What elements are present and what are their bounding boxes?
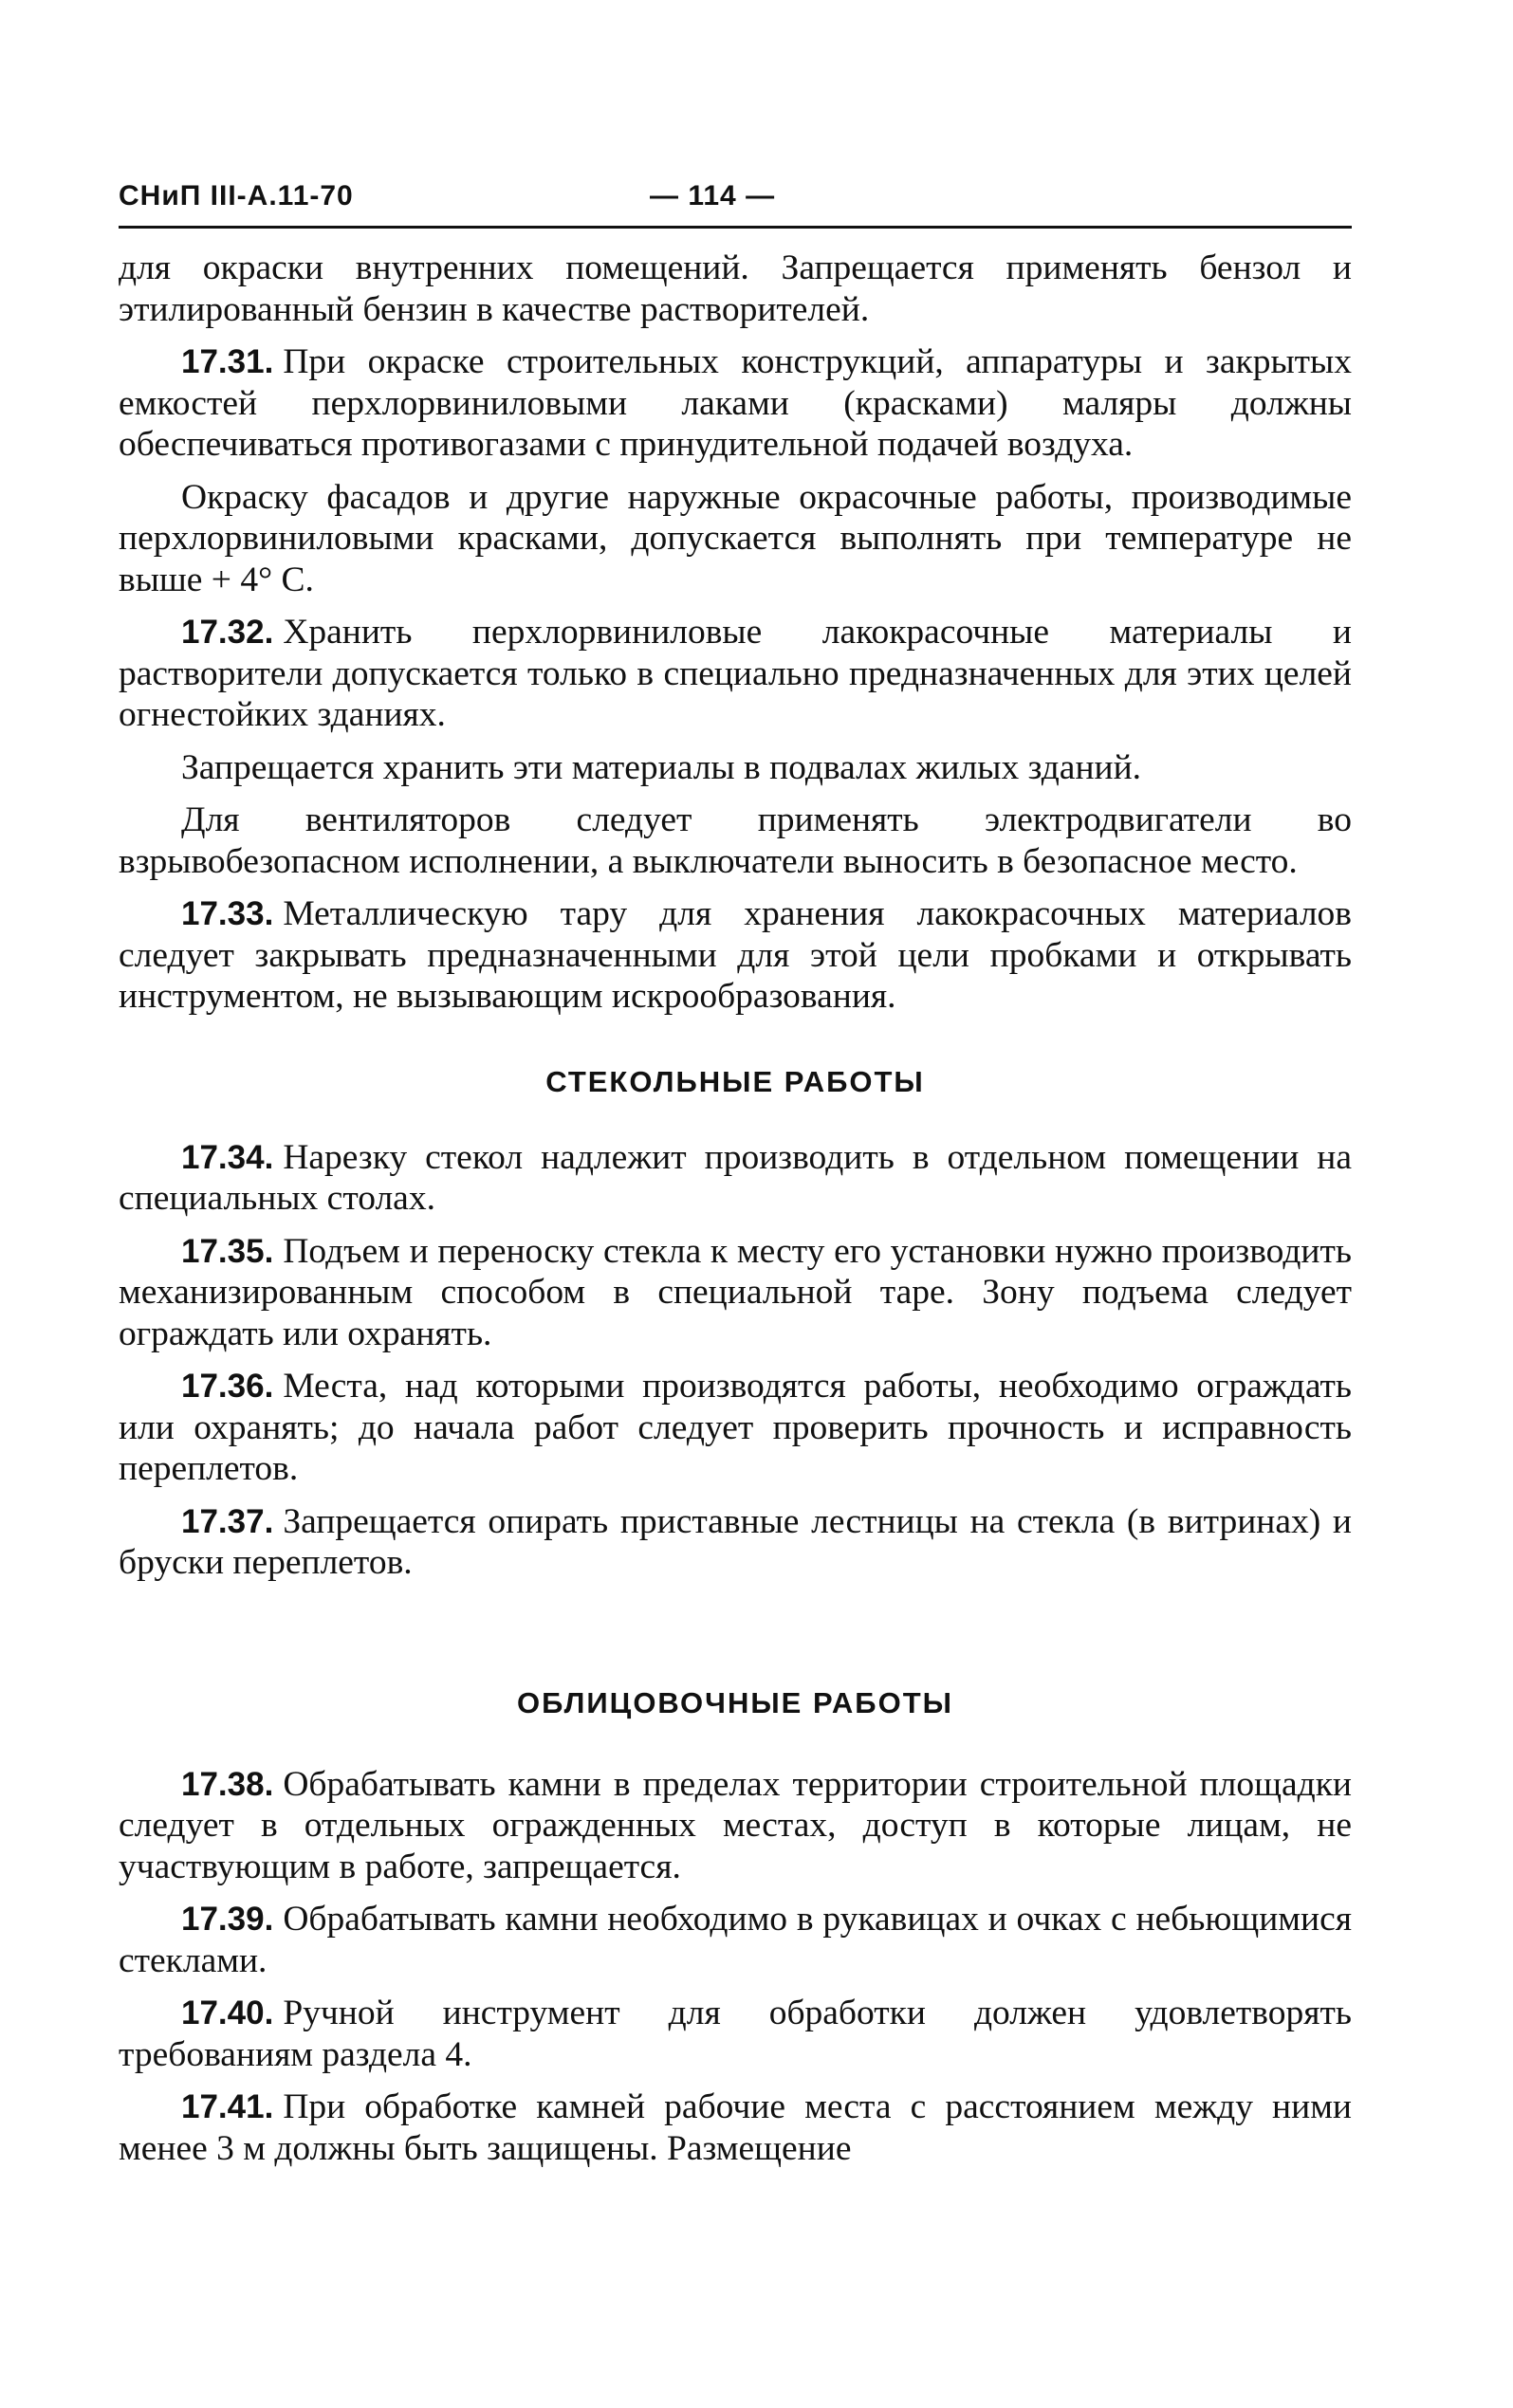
clause-17-32 [119,612,1352,736]
clause-17-37 [119,1501,1352,1584]
clause-17-39 [119,1899,1352,1981]
clause-text: Запрещается опирать приставные лестницы на стекла (в витринах) и бруски переплетов. [119,1501,1352,1582]
clause-number: 17.40. [181,1994,274,2031]
clause-text: Хранить перхлорвиниловые лакокрасочные материалы и растворители допускается только в специально предназначенных для этих целей огнестойких зданиях. [119,613,1352,734]
clause-number: 17.41. [181,2088,274,2125]
section-title: СТЕКОЛЬНЫЕ РАБОТЫ [545,1064,925,1098]
page-header [119,180,1352,229]
clause-17-33 [119,893,1352,1018]
clause-text: При обработке камней рабочие места с расстоянием между ними менее 3 м должны быть защищены. Размещение [119,2087,1352,2168]
clause-17-38 [119,1764,1352,1888]
clause-text: Подъем и переноску стекла к месту его установки нужно производить механизированным способом в специальной таре. Зону подъема следует ограждать или охранять. [119,1231,1352,1353]
clause-number: 17.34. [181,1138,274,1176]
clause-number: 17.38. [181,1765,274,1803]
clause-17-41 [119,2086,1352,2169]
paragraph: для окраски внутренних помещений. Запрещается применять бензол и этилированный бензин в качестве растворителей. [119,248,1352,329]
clause-number: 17.39. [181,1901,274,1938]
paragraph: Окраску фасадов и другие наружные окрасочные работы, производимые перхлорвиниловыми красками, допускается выполнять при температуре не выше + 4° С. [119,477,1352,599]
clause-17-34 [119,1137,1352,1220]
paragraph: Запрещается хранить эти материалы в подвалах жилых зданий. [181,747,1142,787]
section-title: ОБЛИЦОВОЧНЫЕ РАБОТЫ [517,1685,953,1719]
clause-number: 17.35. [181,1232,274,1270]
clause-number: 17.36. [181,1368,274,1405]
body-text [119,248,1352,2169]
document-code: СНиП III-А.11-70 [119,180,354,211]
clause-text: Обрабатывать камни в пределах территории строительной площадки следует в отдельных огражденных местах, доступ в которые лицам, не участвующим в работе, запрещается. [119,1764,1352,1886]
clause-text: Металлическую тару для хранения лакокрасочных материалов следует закрывать предназначенными для этой цели пробками и открывать инструментом, не вызывающим искрообразования. [119,894,1352,1016]
clause-text: При окраске строительных конструкций, аппаратуры и закрытых емкостей перхлорвиниловыми лаками (красками) маляры должны обеспечиваться противогазами с принудительной подачей воздуха. [119,342,1352,464]
clause-17-40 [119,1993,1352,2075]
clause-text: Места, над которыми производятся работы, необходимо ограждать или охранять; до начала работ следует проверить прочность и исправность переплетов. [119,1367,1352,1488]
clause-text: Обрабатывать камни необходимо в рукавицах и очках с небьющимися стеклами. [119,1900,1352,1980]
clause-number: 17.33. [181,895,274,932]
clause-number: 17.31. [181,343,274,380]
clause-17-36 [119,1366,1352,1490]
clause-17-31 [119,341,1352,466]
clause-text: Нарезку стекол надлежит производить в отдельном помещении на специальных столах. [119,1137,1352,1218]
clause-17-35 [119,1231,1352,1355]
page-number: — 114 — [650,180,776,211]
clause-text: Ручной инструмент для обработки должен удовлетворять требованиям раздела 4. [119,1994,1352,2074]
clause-number: 17.37. [181,1502,274,1540]
clause-number: 17.32. [181,614,274,651]
paragraph: Для вентиляторов следует применять электродвигатели во взрывобезопасном исполнении, а выключатели выносить в безопасное место. [119,800,1352,881]
document-page [119,180,1352,2169]
